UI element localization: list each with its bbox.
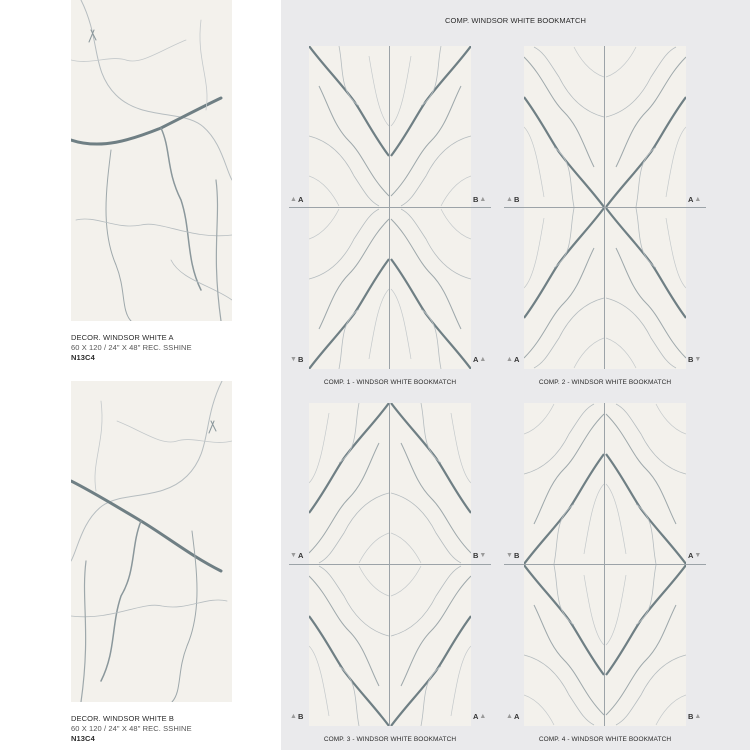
triangle-down-icon: ▼ — [290, 552, 297, 559]
composition-2 — [524, 46, 686, 369]
triangle-down-icon: ▼ — [479, 552, 487, 559]
tile-code: N13C4 — [71, 734, 95, 743]
triangle-down-icon: ▼ — [506, 552, 513, 559]
triangle-up-icon: ▲ — [290, 196, 297, 203]
triangle-up-icon: ▲ — [694, 713, 702, 720]
composition-1 — [309, 46, 471, 369]
tile-size: 60 X 120 / 24" X 48" REC. SSHINE — [71, 724, 192, 733]
marker-bottom-left: ▲ A — [506, 355, 520, 364]
tile-name: DECOR. WINDSOR WHITE B — [71, 714, 175, 723]
tile-image-windsor-white-b — [71, 381, 232, 702]
composition-3 — [309, 403, 471, 726]
composition-label: COMP. 3 - WINDSOR WHITE BOOKMATCH — [323, 736, 457, 743]
tile-image-windsor-white-a — [71, 0, 232, 321]
triangle-up-icon: ▲ — [479, 713, 487, 720]
composition-label: COMP. 1 - WINDSOR WHITE BOOKMATCH — [323, 379, 457, 386]
triangle-up-icon: ▲ — [506, 356, 513, 363]
marker-top-left: ▲ A — [290, 195, 304, 204]
marker-top-right: B ▼ — [473, 551, 487, 560]
triangle-up-icon: ▲ — [479, 196, 487, 203]
marker-top-right: A ▲ — [688, 195, 702, 204]
triangle-down-icon: ▼ — [694, 552, 702, 559]
marker-bottom-right: B ▲ — [688, 712, 702, 721]
tile-name: DECOR. WINDSOR WHITE A — [71, 333, 174, 342]
composition-label: COMP. 2 - WINDSOR WHITE BOOKMATCH — [538, 379, 672, 386]
marker-bottom-left: ▲ B — [290, 712, 304, 721]
marker-bottom-left: ▲ A — [506, 712, 520, 721]
tile-size: 60 X 120 / 24" X 48" REC. SSHINE — [71, 343, 192, 352]
triangle-up-icon: ▲ — [506, 713, 513, 720]
triangle-up-icon: ▲ — [479, 356, 487, 363]
tile-caption-b — [71, 714, 281, 744]
composition-4 — [524, 403, 686, 726]
marker-top-right: A ▼ — [688, 551, 702, 560]
triangle-up-icon: ▲ — [506, 196, 513, 203]
marker-top-left: ▲ B — [506, 195, 520, 204]
marker-top-left: ▼ B — [506, 551, 520, 560]
tile-code: N13C4 — [71, 353, 95, 362]
triangle-down-icon: ▼ — [290, 356, 297, 363]
marker-bottom-right: A ▲ — [473, 712, 487, 721]
marker-bottom-left: ▼ B — [290, 355, 304, 364]
marker-bottom-right: A ▲ — [473, 355, 487, 364]
marker-top-right: B ▲ — [473, 195, 487, 204]
marker-top-left: ▼ A — [290, 551, 304, 560]
triangle-up-icon: ▲ — [290, 713, 297, 720]
marker-bottom-right: B ▼ — [688, 355, 702, 364]
composition-label: COMP. 4 - WINDSOR WHITE BOOKMATCH — [538, 736, 672, 743]
triangle-up-icon: ▲ — [694, 196, 702, 203]
tile-caption-a — [71, 333, 281, 363]
composition-title: COMP. WINDSOR WHITE BOOKMATCH — [445, 16, 586, 25]
triangle-down-icon: ▼ — [694, 356, 702, 363]
